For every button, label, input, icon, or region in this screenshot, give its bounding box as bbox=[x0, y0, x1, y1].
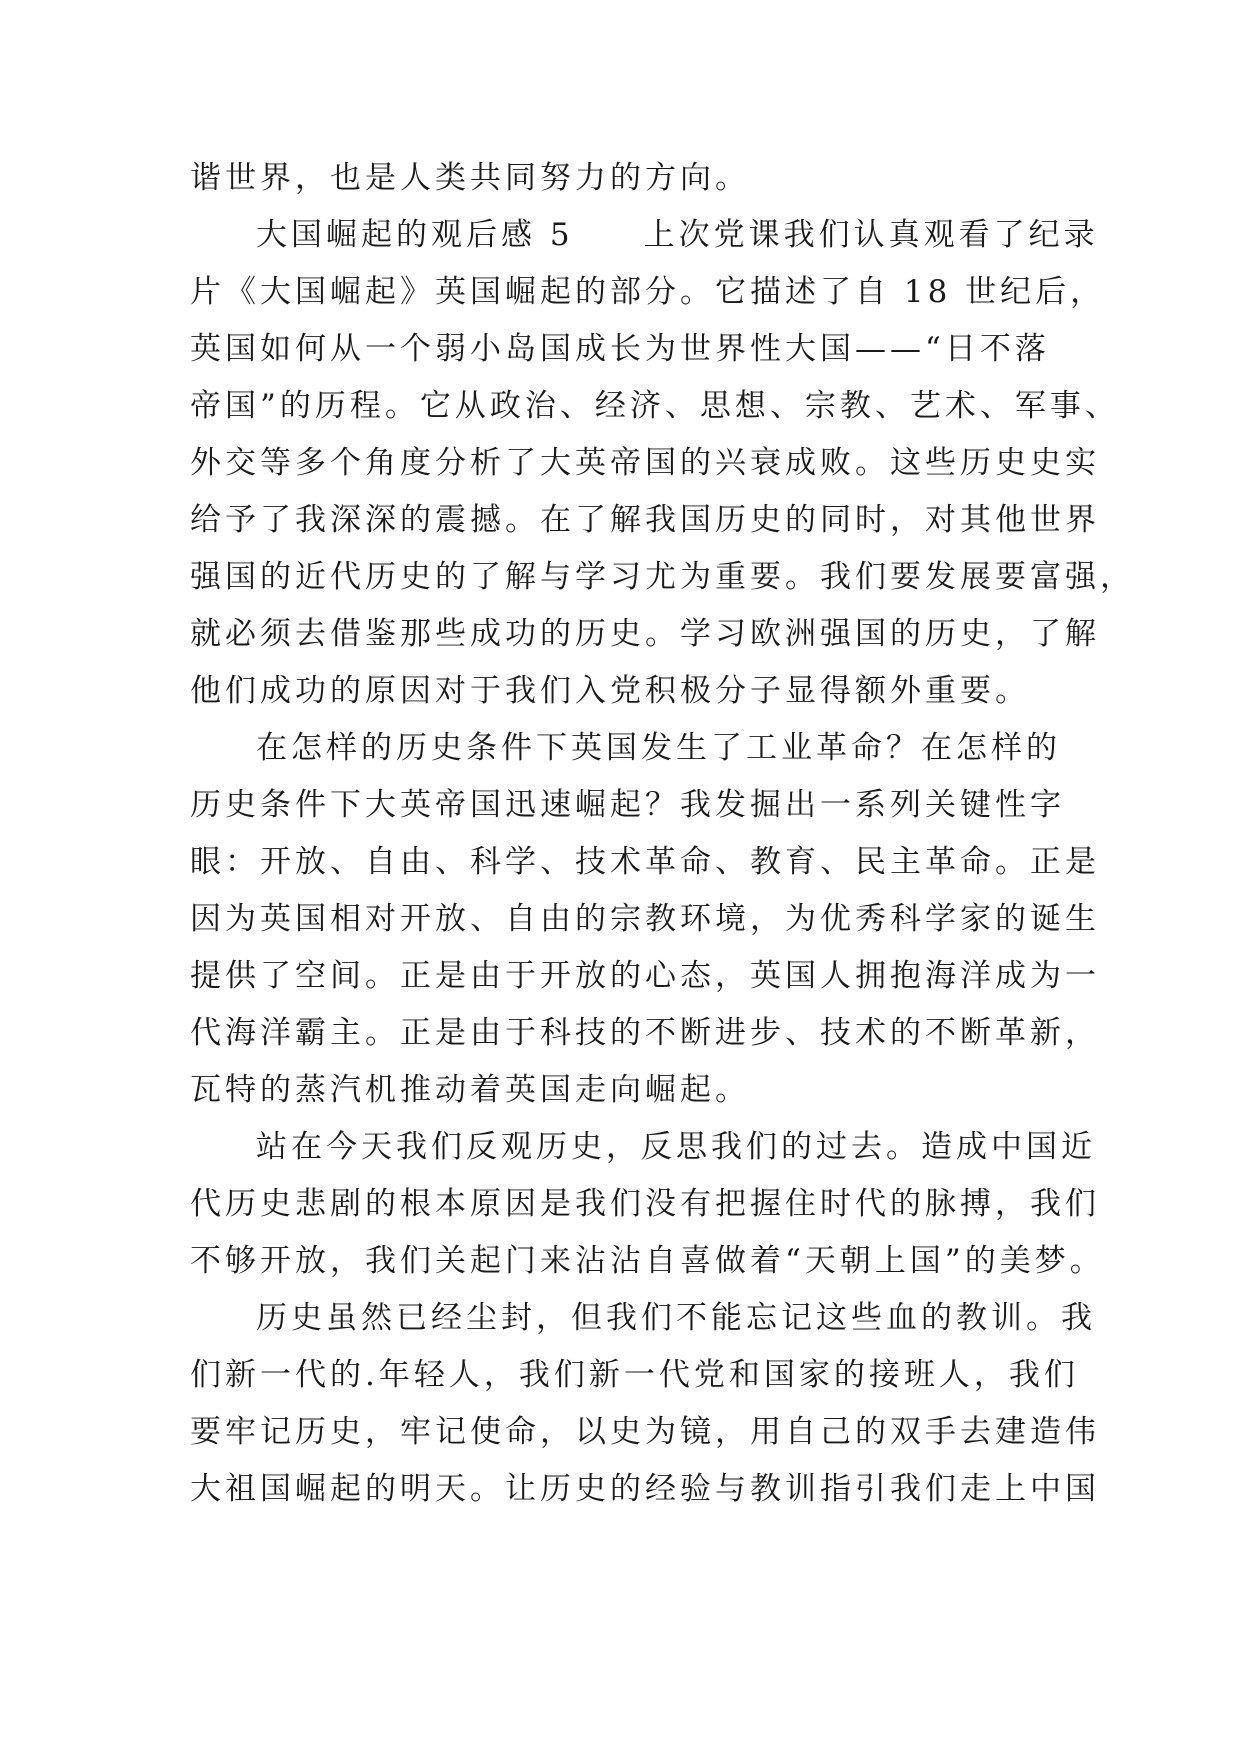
text-line: 片《大国崛起》英国崛起的部分。它描述了自 18 世纪后， bbox=[190, 274, 1106, 310]
body-text bbox=[190, 150, 1135, 1518]
paragraph-first-line: 在怎样的历史条件下英国发生了工业革命？在怎样的 bbox=[256, 730, 1061, 766]
text-line: 因为英国相对开放、自由的宗教环境，为优秀科学家的诞生 bbox=[190, 901, 1100, 937]
text-line: 就必须去借鉴那些成功的历史。学习欧洲强国的历史，了解 bbox=[190, 616, 1100, 652]
text-line: 外交等多个角度分析了大英帝国的兴衰成败。这些历史史实 bbox=[190, 445, 1100, 481]
text-line: 代海洋霸主。正是由于科技的不断进步、技术的不断革新， bbox=[190, 1015, 1100, 1051]
text-line: 代历史悲剧的根本原因是我们没有把握住时代的脉搏，我们 bbox=[190, 1186, 1100, 1222]
text-line: 英国如何从一个弱小岛国成长为世界性大国——“日不落 bbox=[190, 331, 1050, 367]
text-line: 提供了空间。正是由于开放的心态，英国人拥抱海洋成为一 bbox=[190, 958, 1100, 994]
text-line: 谐世界，也是人类共同努力的方向。 bbox=[190, 160, 750, 196]
paragraph-first-line: 历史虽然已经尘封，但我们不能忘记这些血的教训。我 bbox=[256, 1300, 1096, 1336]
text-line: 强国的近代历史的了解与学习尤为重要。我们要发展要富强， bbox=[190, 559, 1135, 595]
text-line: 眼：开放、自由、科学、技术革命、教育、民主革命。正是 bbox=[190, 844, 1100, 880]
text-line: 们新一代的.年轻人，我们新一代党和国家的接班人，我们 bbox=[190, 1357, 1079, 1393]
text-line: 帝国”的历程。它从政治、经济、思想、宗教、艺术、军事、 bbox=[190, 388, 1120, 424]
paragraph-first-line: 站在今天我们反观历史，反思我们的过去。造成中国近 bbox=[256, 1129, 1096, 1165]
text-line: 要牢记历史，牢记使命，以史为镜，用自己的双手去建造伟 bbox=[190, 1414, 1100, 1450]
text-line: 给予了我深深的震撼。在了解我国历史的同时，对其他世界 bbox=[190, 502, 1100, 538]
text-line: 历史条件下大英帝国迅速崛起？我发掘出一系列关键性字 bbox=[190, 787, 1065, 823]
text-line: 瓦特的蒸汽机推动着英国走向崛起。 bbox=[190, 1072, 750, 1108]
text-line: 不够开放，我们关起门来沾沾自喜做着“天朝上国”的美梦。 bbox=[190, 1243, 1105, 1279]
paragraph-first-line: 大国崛起的观后感 5 上次党课我们认真观看了纪录 bbox=[256, 217, 1099, 253]
text-line: 他们成功的原因对于我们入党积极分子显得额外重要。 bbox=[190, 673, 1030, 709]
text-line: 大祖国崛起的明天。让历史的经验与教训指引我们走上中国 bbox=[190, 1471, 1100, 1507]
